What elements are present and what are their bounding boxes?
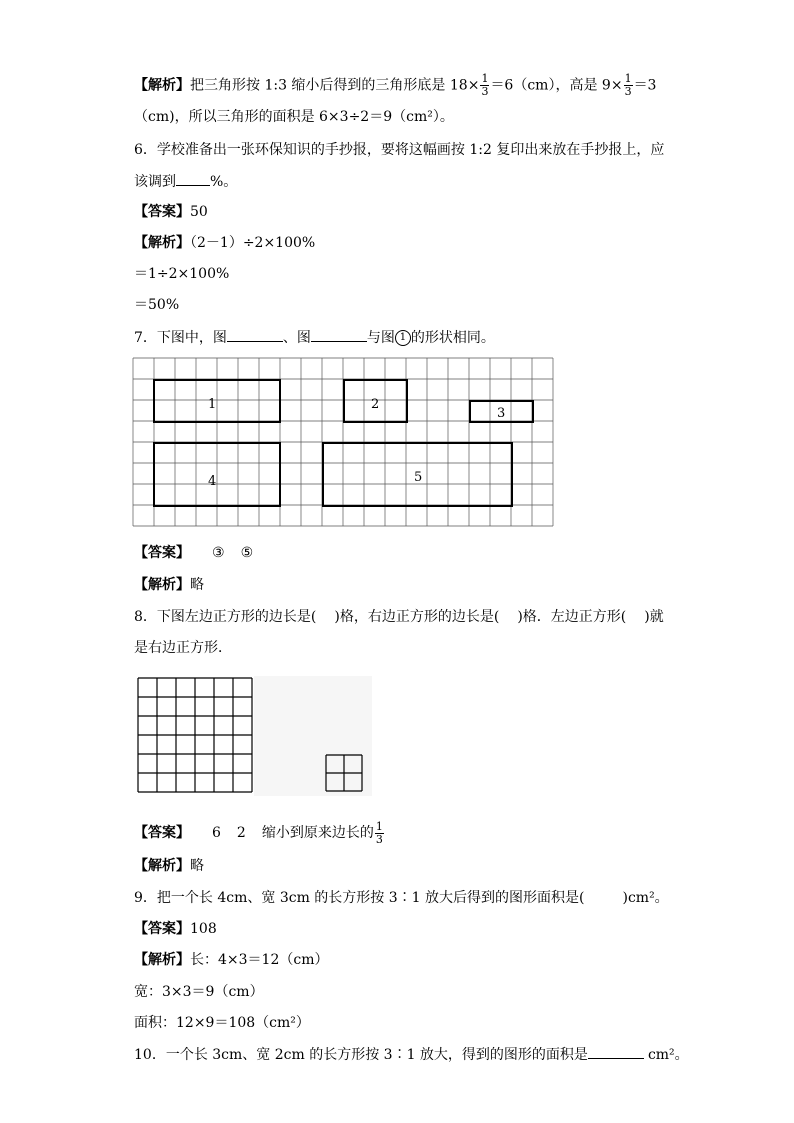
circled-number: 1 xyxy=(395,330,411,346)
fraction-numerator: 1 xyxy=(624,72,632,85)
analysis-label: 【解析】 xyxy=(134,235,190,251)
rect-label-1: 1 xyxy=(208,397,217,412)
q6-text: 该调到 xyxy=(134,174,176,190)
analysis-label: 【解析】 xyxy=(134,858,190,874)
q6-question-line2 xyxy=(134,171,237,192)
answer-blank xyxy=(311,327,367,342)
rect-label-2: 2 xyxy=(371,397,380,412)
answer-label: 【答案】 xyxy=(134,825,190,841)
q10-text: 10．一个长 3cm、宽 2cm 的长方形按 3∶1 放大，得到的图形的面积是 xyxy=(134,1047,588,1063)
analysis-value: 略 xyxy=(190,577,204,593)
q10-question xyxy=(134,1044,689,1065)
q9-analysis xyxy=(134,950,328,970)
answer-label: 【答案】 xyxy=(134,921,190,937)
answer-value: ⑤ xyxy=(240,545,254,561)
q6-answer xyxy=(134,202,208,222)
q7-grid-figure xyxy=(132,357,556,529)
analysis-step: 面积：12×9＝108（cm²） xyxy=(134,1015,310,1031)
answer-label: 【答案】 xyxy=(134,545,190,561)
rect-label-5: 5 xyxy=(414,470,423,485)
analysis-value: 略 xyxy=(190,858,204,874)
q10-text: cm²。 xyxy=(647,1047,689,1063)
analysis-label: 【解析】 xyxy=(134,952,190,968)
analysis-label: 【解析】 xyxy=(134,577,190,593)
q7-text: 、图 xyxy=(282,330,311,346)
q9-question xyxy=(134,888,669,908)
analysis-step: ＝50% xyxy=(134,297,180,313)
analysis-step: 宽：3×3＝9（cm） xyxy=(134,984,264,1000)
q8-text: )就 xyxy=(644,609,664,625)
answer-blank xyxy=(588,1044,644,1059)
q7-question xyxy=(134,327,495,348)
fraction-numerator: 1 xyxy=(375,819,383,833)
analysis-label: 【解析】 xyxy=(134,77,190,94)
figure-background xyxy=(254,676,372,796)
q5-text: 把三角形按 1:3 缩小后得到的三角形底是 18× xyxy=(190,77,480,94)
q5-text: ＝3 xyxy=(633,77,657,94)
q9-text: )cm²。 xyxy=(622,890,669,906)
q8-answer xyxy=(134,819,385,847)
fraction-denominator: 3 xyxy=(624,85,632,98)
fraction xyxy=(624,73,633,98)
analysis-step: 长：4×3＝12（cm） xyxy=(190,952,329,968)
fraction xyxy=(375,821,384,846)
rect-label-3: 3 xyxy=(497,406,506,421)
answer-value: ③ xyxy=(212,545,225,561)
q8-squares-figure xyxy=(136,676,372,800)
q7-text: 与图 xyxy=(366,330,395,346)
q8-text: )格，右边正方形的边长是( xyxy=(334,609,500,625)
q7-analysis xyxy=(134,575,204,595)
fraction-numerator: 1 xyxy=(481,72,489,85)
q7-text: 7．下图中，图 xyxy=(134,330,227,346)
analysis-step: （2－1）÷2×100% xyxy=(190,235,316,251)
q7-answer xyxy=(134,543,253,563)
q8-analysis xyxy=(134,856,204,876)
q6-question-line1: 6．学校准备出一张环保知识的手抄报，要将这幅画按 1:2 复印出来放在手抄报上，应 xyxy=(134,142,665,158)
fraction xyxy=(480,73,489,98)
answer-value: 6 xyxy=(212,825,221,841)
answer-label: 【答案】 xyxy=(134,204,190,220)
answer-blank xyxy=(176,171,210,186)
q6-text: %。 xyxy=(210,174,238,190)
q5-analysis-line1 xyxy=(134,73,656,98)
rect-label-4: 4 xyxy=(208,474,217,489)
q5-text: ＝6（cm），高是 9× xyxy=(490,77,623,94)
q6-analysis xyxy=(134,233,315,253)
q9-answer xyxy=(134,919,217,939)
q8-text: 8．下图左边正方形的边长是( xyxy=(134,609,317,625)
answer-value: 50 xyxy=(190,204,208,220)
answer-value: 缩小到原来边长的 xyxy=(261,825,374,841)
q9-text: 9．把一个长 4cm、宽 3cm 的长方形按 3∶1 放大后得到的图形面积是( xyxy=(134,890,585,906)
q8-text: )格．左边正方形( xyxy=(517,609,627,625)
fraction-denominator: 3 xyxy=(375,832,383,846)
q7-text: 的形状相同。 xyxy=(410,330,495,346)
q8-question-line1 xyxy=(134,607,664,627)
analysis-step: ＝1÷2×100% xyxy=(134,266,230,282)
q8-question-line2: 是右边正方形． xyxy=(134,640,232,656)
left-square-grid xyxy=(138,678,252,792)
answer-value: 108 xyxy=(190,921,217,937)
answer-value: 2 xyxy=(236,825,246,841)
fraction-denominator: 3 xyxy=(481,85,489,98)
answer-blank xyxy=(227,327,283,342)
q5-analysis-line2: （cm)，所以三角形的面积是 6×3÷2＝9（cm²）。 xyxy=(134,109,454,125)
